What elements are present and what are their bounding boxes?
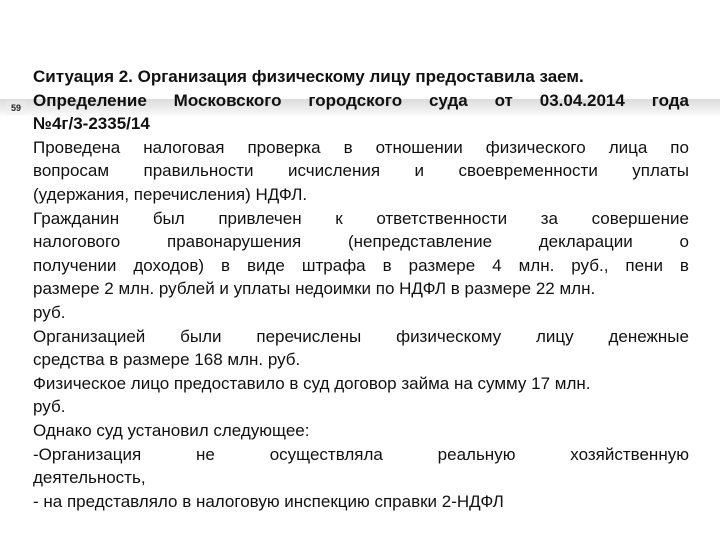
body-line [33, 277, 689, 301]
text-segment: лица [608, 137, 648, 157]
text-segment: к [335, 208, 343, 228]
text-segment: вопросам [33, 161, 110, 181]
text-segment: Проведена [33, 137, 121, 157]
text-segment: реальную [437, 444, 516, 464]
text-segment: от [494, 90, 513, 110]
text-segment: Гражданин [33, 208, 120, 228]
text-segment: размере [408, 255, 476, 275]
text-segment: млн. [518, 255, 555, 275]
text-segment: пени [625, 255, 663, 275]
text-segment: Физическое лицо предоставило в суд договор займа на сумму 17 млн. [33, 373, 591, 393]
text-segment: суда [428, 90, 468, 110]
text-segment: городского [308, 90, 403, 110]
text-segment: деятельность, [33, 468, 146, 488]
text-segment: налоговая [143, 137, 225, 157]
text-segment: хозяйственную [570, 444, 689, 464]
text-segment: уплаты [632, 161, 689, 181]
text-segment: о [679, 232, 689, 252]
heading-line [33, 65, 689, 89]
text-segment: руб. [33, 397, 66, 417]
text-segment: декларации [538, 232, 633, 252]
text-segment: виде [246, 255, 285, 275]
text-segment: 4 [492, 255, 502, 275]
text-segment: отношении [375, 137, 463, 157]
text-segment: лицу [535, 326, 574, 346]
heading-line [33, 112, 689, 136]
text-segment: физического [485, 137, 586, 157]
text-segment: в [679, 255, 689, 275]
text-segment: размере 2 млн. рублей и уплаты недоимки по НДФЛ в размере 22 млн. [33, 279, 596, 299]
text-segment: года [651, 90, 689, 110]
text-segment: Организацией [33, 326, 146, 346]
text-segment: - на представляло в налоговую инспекцию справки 2-НДФЛ [33, 491, 504, 511]
text-segment: были [180, 326, 222, 346]
text-segment: в [382, 255, 392, 275]
body-line [33, 443, 689, 467]
body-line [33, 419, 689, 443]
body-line [33, 372, 689, 396]
text-segment: перечислены [256, 326, 362, 346]
body-line [33, 207, 689, 231]
body-line [33, 159, 689, 183]
body-line [33, 230, 689, 254]
text-segment: по [670, 137, 689, 157]
text-segment: руб., [571, 255, 609, 275]
body-line [33, 301, 689, 325]
text-segment: №4г/3-2335/14 [33, 114, 150, 134]
text-segment: доходов) [133, 255, 205, 275]
text-segment: не [196, 444, 215, 464]
text-segment: -Организация [33, 444, 142, 464]
heading-line [33, 89, 689, 113]
text-segment: штрафа [301, 255, 366, 275]
text-segment: ответственности [376, 208, 508, 228]
text-segment: (удержания, перечисления) НДФЛ. [33, 184, 308, 204]
text-segment: (непредставление [347, 232, 493, 252]
text-segment: совершение [591, 208, 689, 228]
text-segment: физическому [396, 326, 502, 346]
text-segment: Московского [173, 90, 282, 110]
slide-number-badge: 59 [6, 101, 26, 115]
text-segment: правильности [143, 161, 254, 181]
text-segment: получении [33, 255, 117, 275]
text-segment: привлечен [218, 208, 302, 228]
body-line [33, 254, 689, 278]
body-line [33, 325, 689, 349]
body-line [33, 136, 689, 160]
text-segment: Определение [33, 90, 147, 110]
text-segment: руб. [33, 302, 66, 322]
text-segment: и [414, 161, 425, 181]
text-segment: осуществляла [269, 444, 383, 464]
text-segment: средства в размере 168 млн. руб. [33, 350, 301, 370]
text-segment: своевременности [458, 161, 598, 181]
text-segment: проверка [247, 137, 321, 157]
body-line [33, 466, 689, 490]
text-segment: налогового [33, 232, 121, 252]
text-segment: исчисления [287, 161, 381, 181]
text-segment: был [152, 208, 185, 228]
text-segment: в [220, 255, 231, 275]
text-segment: за [540, 208, 558, 228]
body-line [33, 348, 689, 372]
slide-body-text [33, 65, 689, 513]
text-segment: денежные [608, 326, 689, 346]
text-segment: в [343, 137, 353, 157]
text-segment: 03.04.2014 [539, 90, 625, 110]
body-line [33, 183, 689, 207]
text-segment: Однако суд установил следующее: [33, 420, 310, 440]
body-line [33, 395, 689, 419]
body-line [33, 490, 689, 514]
text-segment: правонарушения [167, 232, 302, 252]
text-segment: Ситуация 2. Организация физическому лицу предоставила заем. [33, 67, 584, 86]
